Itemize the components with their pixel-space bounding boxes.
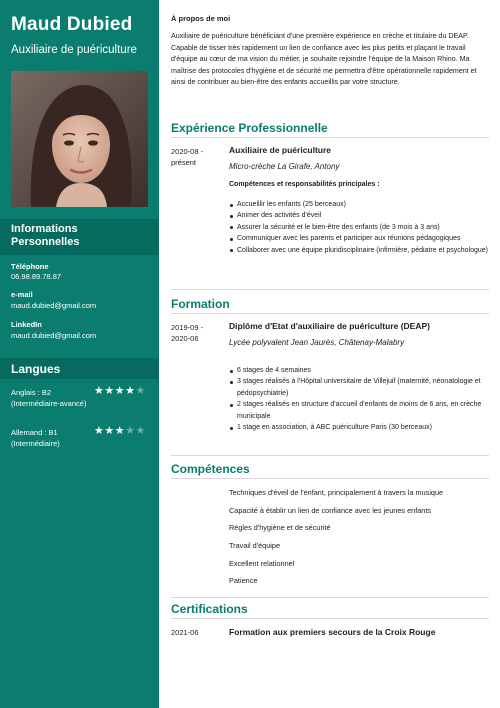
section-divider — [171, 618, 489, 619]
experience-title: Auxiliaire de puériculture — [229, 145, 332, 155]
email-value[interactable]: maud.dubied@gmail.com — [11, 301, 97, 310]
section-divider — [171, 478, 489, 479]
email-label: e-mail — [11, 290, 33, 299]
skill-item: Capacité à établir un lien de confiance avec les jeunes enfants — [229, 506, 432, 515]
section-divider — [171, 455, 489, 456]
star-filled-icon: ★ — [114, 425, 126, 437]
profile-photo — [11, 71, 148, 207]
experience-bullets — [229, 199, 491, 256]
phone-value: 06.98.89.78.87 — [11, 272, 62, 281]
star-empty-icon: ★ — [135, 385, 146, 397]
certifications-heading: Certifications — [171, 602, 248, 616]
list-item: Accueillir les enfants (25 berceaux) — [229, 199, 491, 210]
experience-employer: Micro-crèche La Girafe, Antony — [229, 162, 340, 171]
list-item: 3 stages réalisés à l'Hôpital universitaire de Villejuif (maternité, néonatologie et pédopsychiatrie) — [229, 376, 491, 399]
experience-label: Compétences et responsabilités principales : — [229, 181, 380, 188]
certification-date: 2021-06 — [171, 628, 199, 637]
star-filled-icon: ★ — [114, 385, 126, 397]
star-filled-icon: ★ — [94, 425, 105, 437]
about-title: À propos de moi — [171, 14, 231, 23]
section-divider — [171, 313, 489, 314]
language-german-rating — [94, 426, 146, 437]
skill-item: Techniques d'éveil de l'enfant, principalement à travers la musique — [229, 488, 444, 497]
education-bullets — [229, 365, 491, 433]
personal-info-heading: Informations Personnelles — [0, 219, 159, 255]
job-title: Auxiliaire de puériculture — [11, 44, 137, 56]
language-english-rating — [94, 386, 146, 397]
candidate-name: Maud Dubied — [11, 14, 133, 35]
skill-item: Travail d'équipe — [229, 541, 281, 550]
section-divider — [171, 289, 489, 290]
education-title: Diplôme d'Etat d'auxiliaire de puériculture (DEAP) — [229, 321, 430, 331]
star-filled-icon: ★ — [125, 385, 136, 397]
skill-item: Patience — [229, 576, 258, 585]
linkedin-label: LinkedIn — [11, 320, 42, 329]
languages-heading: Langues — [0, 358, 159, 379]
about-text: Auxiliaire de puériculture bénéficiant d'une première expérience en crèche et titulaire du DEAP. Capable de tisser très rapidement un lien de confiance avec les plus petits et plaçant le travail d'équipe au cœur de ma vision du métier, je souhaite rejoindre l'équipe de la Maison Rhino. Ma maîtrise des protocoles d'hygiène et de sécurité me permettra d'être opérationnelle rapidement et ainsi de contribuer au bien-être des enfants accueillis par votre structure. — [171, 32, 477, 87]
star-filled-icon: ★ — [104, 425, 115, 437]
education-heading: Formation — [171, 297, 230, 311]
skills-heading: Compétences — [171, 462, 250, 476]
section-divider — [171, 597, 489, 598]
list-item: 6 stages de 4 semaines — [229, 365, 491, 376]
list-item: Communiquer avec les parents et participer aux réunions pédagogiques — [229, 233, 491, 244]
star-filled-icon: ★ — [104, 385, 115, 397]
section-divider — [171, 137, 489, 138]
education-school: Lycée polyvalent Jean Jaurès, Châtenay-Malabry — [229, 338, 405, 347]
phone-label: Téléphone — [11, 262, 49, 271]
list-item: Animer des activités d'éveil — [229, 210, 491, 221]
linkedin-value[interactable]: maud.dubied@gmail.com — [11, 331, 97, 340]
experience-heading: Expérience Professionnelle — [171, 121, 328, 135]
certification-title: Formation aux premiers secours de la Croix Rouge — [229, 627, 436, 637]
language-german: Allemand : B1 (Intermédiaire) — [11, 428, 60, 448]
portrait-image — [11, 71, 148, 207]
star-filled-icon: ★ — [94, 385, 105, 397]
experience-date: 2020-08 - présent — [171, 147, 204, 167]
list-item: Assurer la sécurité et le bien-être des enfants (de 3 mois à 3 ans) — [229, 222, 491, 233]
star-empty-icon: ★ — [125, 425, 136, 437]
skill-item: Règles d'hygiène et de sécurité — [229, 523, 331, 532]
list-item: 1 stage en association, à ABC puériculture Paris (30 berceaux) — [229, 422, 491, 433]
sidebar — [0, 0, 159, 708]
star-empty-icon: ★ — [135, 425, 146, 437]
language-english: Anglais : B2 (Intermédiaire-avancé) — [11, 388, 87, 408]
skill-item: Excellent relationnel — [229, 559, 295, 568]
list-item: Collaborer avec une équipe pluridisciplinaire (infirmière, pédiatre et psychologue) — [229, 245, 491, 256]
education-date: 2019-09 - 2020-06 — [171, 323, 204, 343]
list-item: 2 stages réalisés en structure d'accueil d'enfants de moins de 6 ans, en crèche municipale — [229, 399, 491, 422]
